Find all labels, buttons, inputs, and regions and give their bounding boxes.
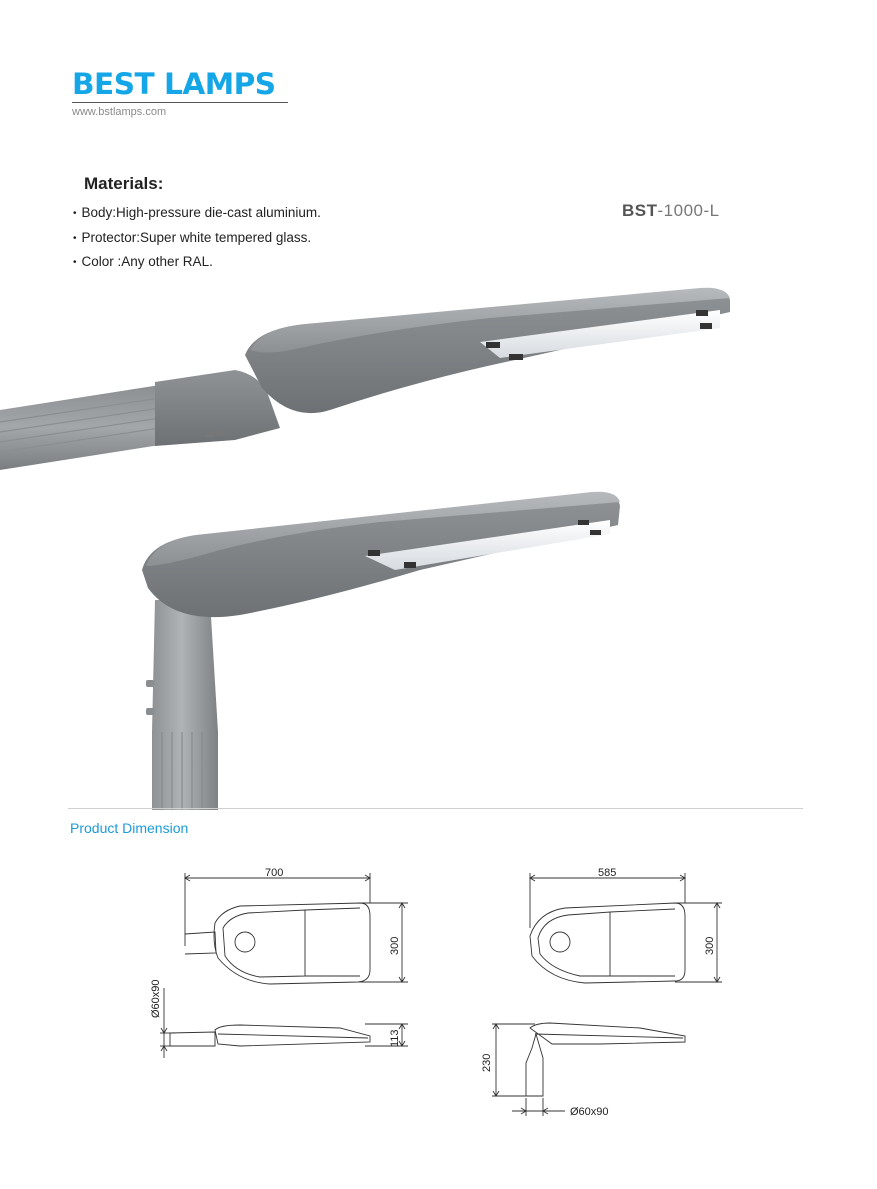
side-entry-length-label: 700 xyxy=(265,867,284,879)
product-dimension-title: Product Dimension xyxy=(70,820,189,836)
brand-underline xyxy=(72,102,288,103)
post-top-top-view xyxy=(530,873,722,983)
post-top-lamp-image xyxy=(142,492,620,810)
brand-logo xyxy=(72,67,288,118)
product-photo xyxy=(0,270,877,810)
post-top-height-label: 230 xyxy=(481,1053,493,1072)
side-entry-height-label: 113 xyxy=(389,1029,401,1047)
materials-list xyxy=(73,202,321,276)
materials-title: Materials: xyxy=(84,174,164,193)
model-number xyxy=(622,201,720,221)
post-top-spigot-label: Ø60x90 xyxy=(570,1106,609,1118)
side-entry-width-label: 300 xyxy=(389,936,401,955)
post-top-length-label: 585 xyxy=(598,867,617,879)
material-item-color: • Color :Any other RAL. xyxy=(73,251,321,276)
brand-name: BEST LAMPS xyxy=(72,67,276,101)
model-prefix: BST xyxy=(622,201,658,220)
material-item-body: • Body:High-pressure die-cast aluminium. xyxy=(73,202,321,227)
side-entry-side-view xyxy=(160,988,408,1058)
dimension-drawings xyxy=(140,858,740,1128)
section-divider xyxy=(68,808,803,809)
brand-url: www.bstlamps.com xyxy=(72,106,167,118)
material-item-protector: • Protector:Super white tempered glass. xyxy=(73,227,321,252)
model-suffix: -1000-L xyxy=(657,201,720,220)
post-top-width-label: 300 xyxy=(704,936,716,955)
post-top-side-view xyxy=(492,1023,685,1116)
side-entry-spigot-label: Ø60x90 xyxy=(150,979,162,1018)
side-entry-lamp-image xyxy=(0,288,730,470)
side-entry-top-view xyxy=(185,873,408,984)
